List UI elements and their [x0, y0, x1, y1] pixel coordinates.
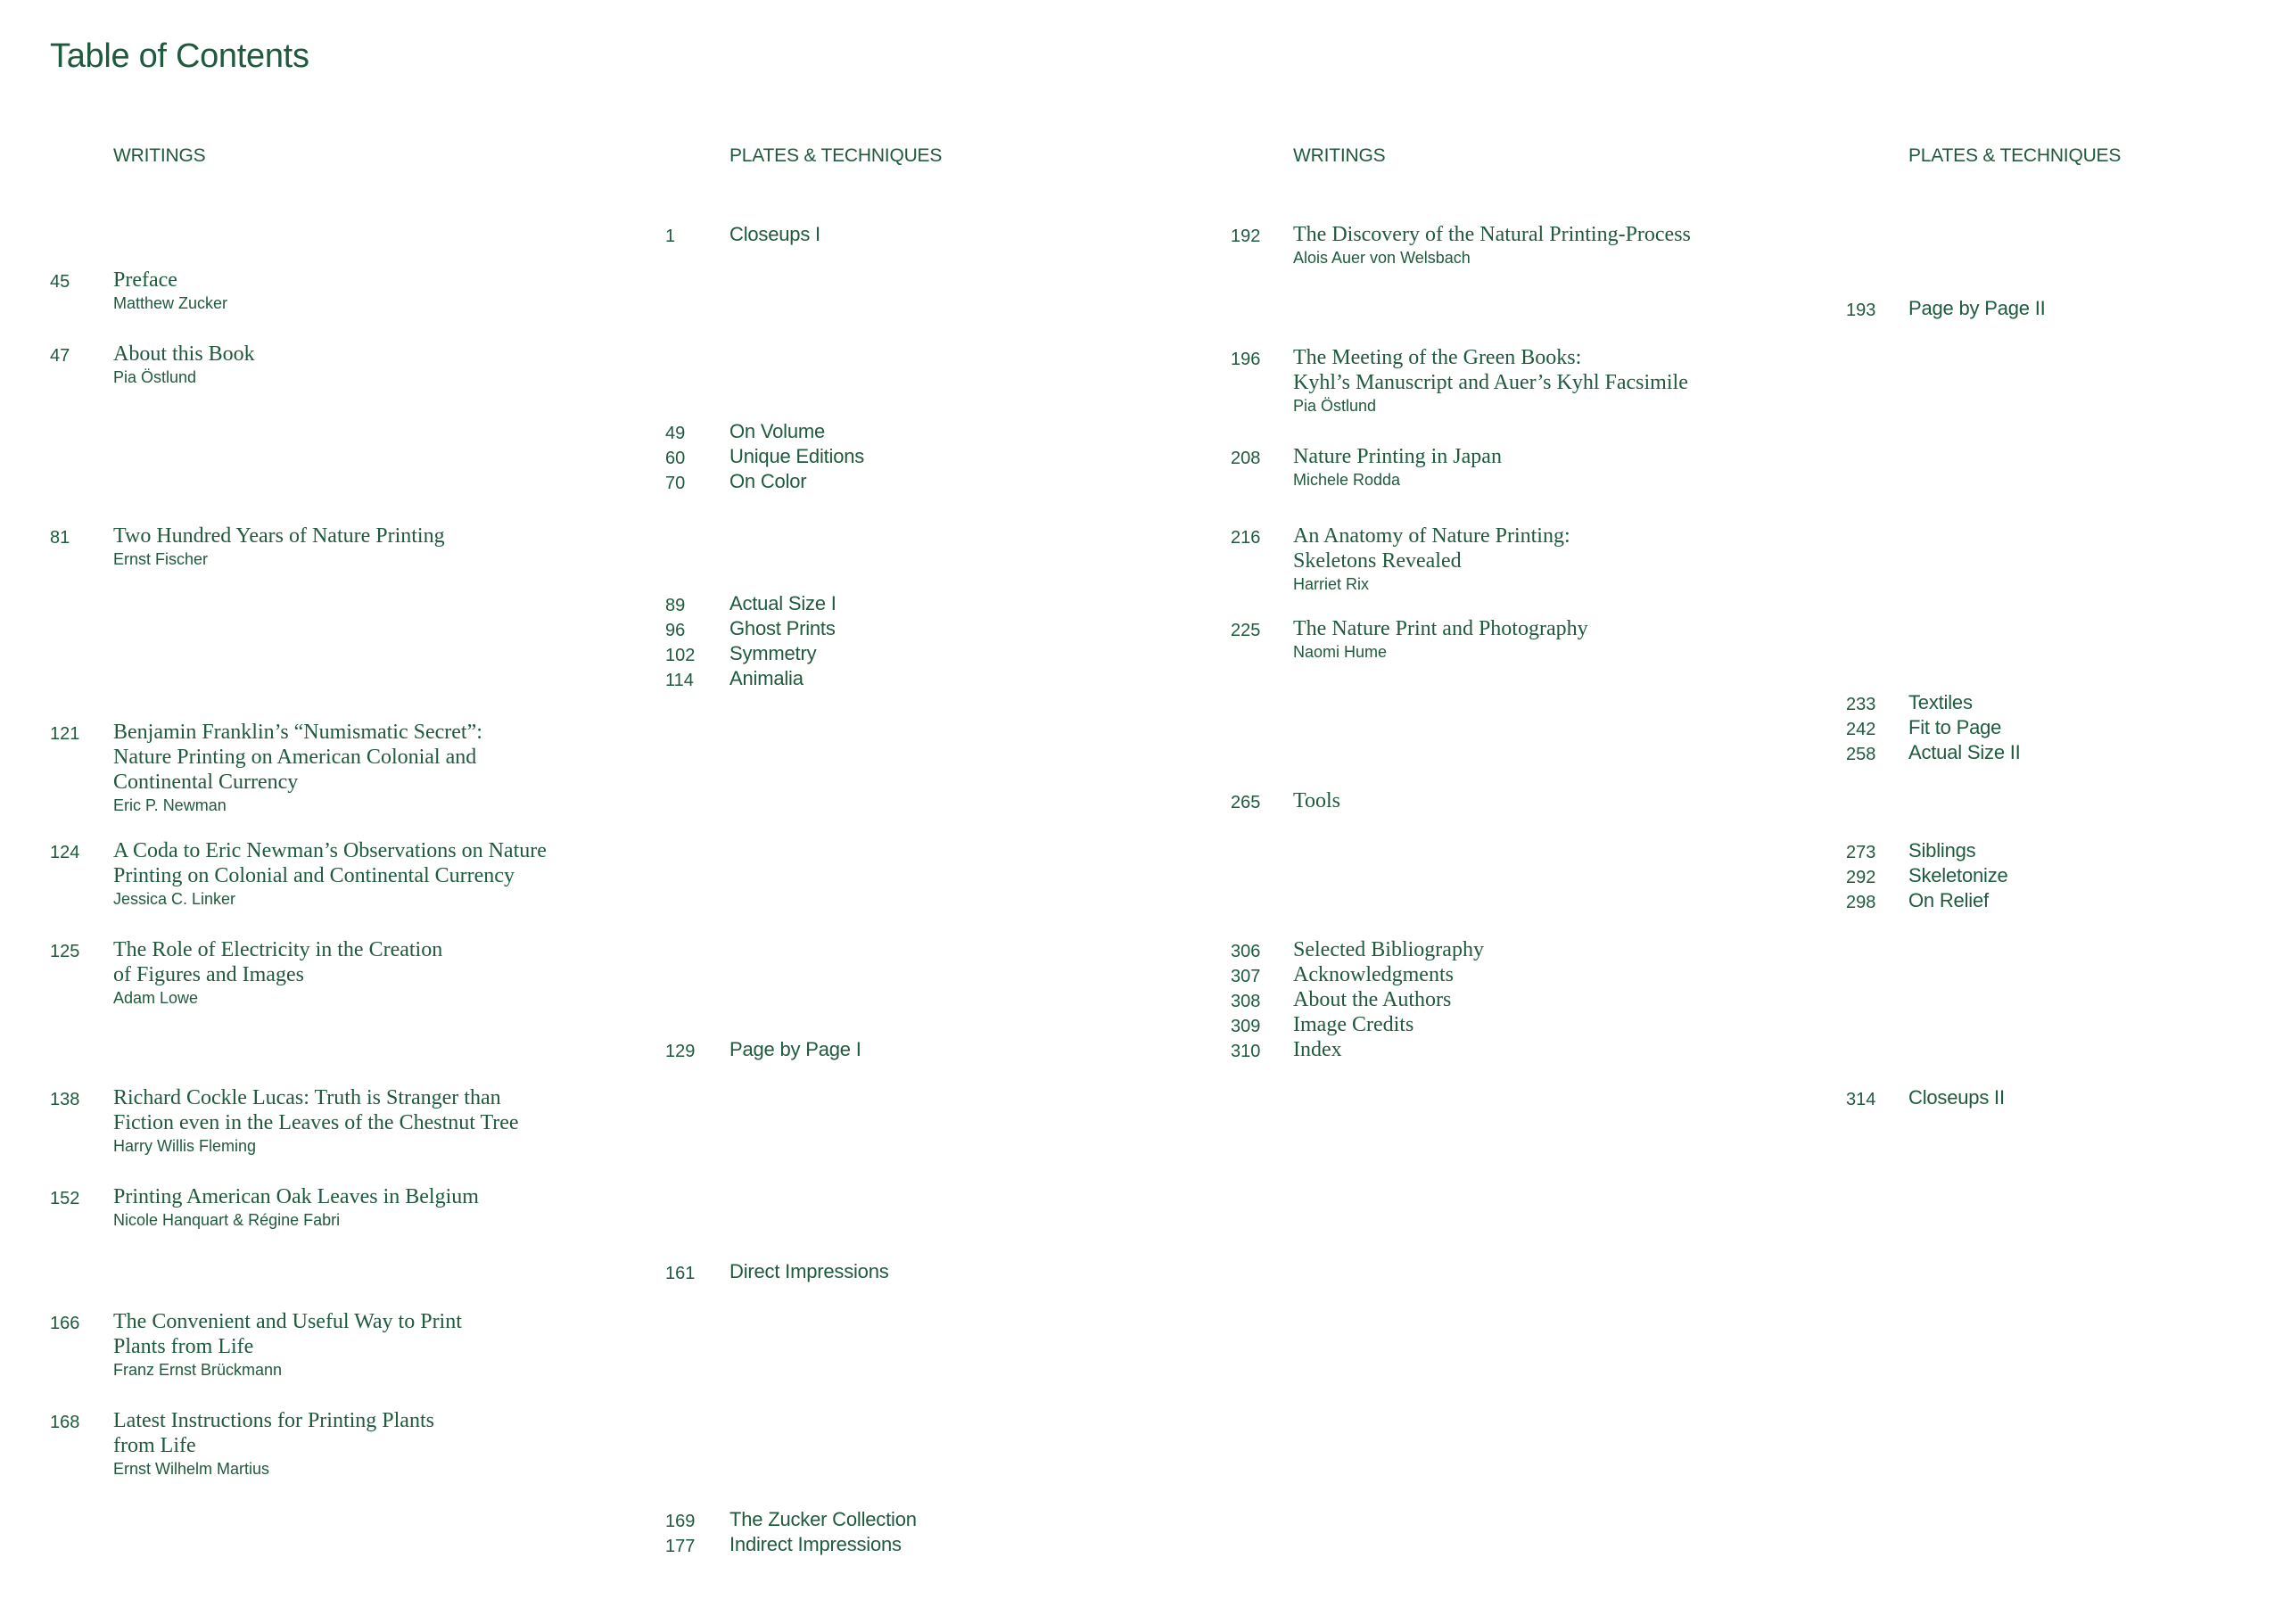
toc-entry[interactable] — [729, 616, 1265, 641]
toc-entry[interactable] — [1908, 690, 2283, 715]
page-number: 192 — [1231, 227, 1261, 246]
entry-title — [1293, 962, 1828, 987]
entry-title — [113, 1184, 648, 1209]
entry-title-line: Actual Size II — [1908, 741, 2021, 763]
column-header-plates: PLATES & TECHNIQUES — [1908, 145, 2122, 166]
entry-title — [1293, 523, 1828, 573]
entry-title-line: The Discovery of the Natural Printing-Process — [1293, 223, 1691, 246]
entry-title-line: Fit to Page — [1908, 716, 2002, 738]
page-number: 310 — [1231, 1042, 1261, 1061]
page-number: 102 — [665, 646, 696, 665]
page-number: 233 — [1846, 695, 1876, 714]
page-number: 177 — [665, 1537, 696, 1556]
entry-title — [113, 720, 648, 795]
page-number: 129 — [665, 1042, 696, 1061]
page-number: 49 — [665, 424, 686, 443]
entry-title-line: Printing American Oak Leaves in Belgium — [113, 1185, 479, 1208]
entry-title-line: Latest Instructions for Printing Plants — [113, 1409, 434, 1432]
entry-title — [729, 1507, 1265, 1532]
entry-title-line: Image Credits — [1293, 1013, 1414, 1036]
entry-title-line: Printing on Colonial and Continental Currency — [113, 864, 515, 887]
page-number: 47 — [50, 346, 70, 366]
page-number: 306 — [1231, 942, 1261, 961]
entry-title-line: Benjamin Franklin’s “Numismatic Secret”: — [113, 721, 482, 744]
page-number: 81 — [50, 528, 70, 548]
toc-entry[interactable] — [1908, 1085, 2283, 1110]
page-number: 307 — [1231, 967, 1261, 986]
entry-title-line: Page by Page I — [729, 1038, 861, 1060]
entry-title-line: Tools — [1293, 789, 1340, 812]
toc-entry[interactable] — [1293, 523, 1828, 594]
toc-entry[interactable] — [1908, 863, 2283, 888]
toc-entry[interactable] — [1293, 444, 1828, 490]
entry-author: Harry Willis Fleming — [113, 1137, 257, 1155]
toc-entry[interactable] — [113, 1408, 648, 1479]
toc-entry[interactable] — [729, 1259, 1265, 1284]
column-header-writings: WRITINGS — [113, 145, 206, 166]
entry-author: Ernst Wilhelm Martius — [113, 1460, 270, 1478]
entry-title — [729, 591, 1265, 616]
toc-entry[interactable] — [1908, 838, 2283, 863]
toc-entry[interactable] — [729, 666, 1265, 691]
toc-entry[interactable] — [113, 1309, 648, 1380]
entry-title — [729, 666, 1265, 691]
toc-entry[interactable] — [1908, 715, 2283, 740]
entry-title-line: Indirect Impressions — [729, 1533, 902, 1555]
entry-title-line: Actual Size I — [729, 592, 837, 614]
entry-title — [1908, 863, 2283, 888]
entry-title-line: On Relief — [1908, 889, 1989, 911]
entry-title — [113, 268, 648, 293]
entry-title-line: On Volume — [729, 420, 826, 442]
toc-entry[interactable] — [113, 720, 648, 815]
entry-title-line: Symmetry — [729, 642, 817, 664]
entry-title-line: Unique Editions — [729, 445, 865, 467]
toc-entry[interactable] — [113, 268, 648, 313]
page-number: 168 — [50, 1413, 80, 1432]
entry-title — [1293, 222, 1828, 247]
page-number: 169 — [665, 1512, 696, 1531]
entry-title-line: from Life — [113, 1434, 196, 1457]
entry-title-line: The Meeting of the Green Books: — [1293, 346, 1582, 369]
toc-entry[interactable] — [1908, 888, 2283, 913]
toc-entry[interactable] — [1293, 616, 1828, 662]
entry-title-line: Fiction even in the Leaves of the Chestnut Tree — [113, 1111, 519, 1134]
entry-title-line: Nature Printing in Japan — [1293, 445, 1502, 468]
entry-author: Nicole Hanquart & Régine Fabri — [113, 1211, 341, 1229]
entry-title-line: Ghost Prints — [729, 617, 836, 639]
page-number: 196 — [1231, 350, 1261, 369]
toc-entry[interactable] — [729, 419, 1265, 444]
entry-title-line: The Role of Electricity in the Creation — [113, 938, 443, 961]
entry-author: Pia Östlund — [1293, 397, 1377, 415]
entry-title — [113, 838, 648, 888]
page-number: 309 — [1231, 1017, 1261, 1036]
toc-entry[interactable] — [729, 222, 1265, 247]
entry-title — [1293, 987, 1828, 1012]
entry-title — [1293, 345, 1828, 395]
entry-title — [113, 523, 648, 548]
entry-title — [729, 444, 1265, 469]
page-number: 242 — [1846, 720, 1876, 739]
page-number: 298 — [1846, 893, 1876, 912]
entry-title-line: Index — [1293, 1038, 1342, 1061]
page-number: 225 — [1231, 621, 1261, 640]
page-number: 152 — [50, 1189, 80, 1208]
page-title: Table of Contents — [50, 37, 309, 75]
toc-entry[interactable] — [1293, 1012, 1828, 1037]
entry-title-line: Two Hundred Years of Nature Printing — [113, 524, 445, 548]
entry-title-line: Direct Impressions — [729, 1260, 889, 1282]
entry-title — [1908, 888, 2283, 913]
page-number: 138 — [50, 1090, 80, 1109]
entry-title — [113, 342, 648, 367]
entry-title-line: Skeletonize — [1908, 864, 2008, 886]
entry-title-line: of Figures and Images — [113, 963, 304, 986]
toc-entry[interactable] — [113, 342, 648, 387]
entry-title-line: The Zucker Collection — [729, 1508, 917, 1530]
entry-title — [1908, 715, 2283, 740]
page-number: 114 — [665, 671, 694, 690]
entry-title — [729, 1037, 1265, 1062]
entry-title — [1293, 788, 1828, 813]
entry-title — [113, 1085, 648, 1135]
page-number: 292 — [1846, 868, 1876, 887]
toc-entry[interactable] — [1908, 740, 2283, 765]
page-number: 258 — [1846, 745, 1876, 764]
entry-title-line: Selected Bibliography — [1293, 938, 1484, 961]
page-number: 70 — [665, 474, 686, 493]
entry-title-line: Kyhl’s Manuscript and Auer’s Kyhl Facsimile — [1293, 371, 1688, 394]
entry-title-line: Closeups II — [1908, 1086, 2005, 1109]
entry-title-line: About the Authors — [1293, 988, 1452, 1011]
page-number: 45 — [50, 272, 70, 292]
entry-title — [729, 616, 1265, 641]
entry-title — [729, 1259, 1265, 1284]
entry-title-line: Skeletons Revealed — [1293, 549, 1462, 573]
entry-title — [1293, 616, 1828, 641]
entry-author: Ernst Fischer — [113, 550, 209, 568]
page-number: 265 — [1231, 793, 1261, 812]
entry-author: Harriet Rix — [1293, 575, 1370, 593]
entry-title-line: Animalia — [729, 667, 804, 689]
entry-title-line: The Convenient and Useful Way to Print — [113, 1310, 462, 1333]
entry-title-line: Nature Printing on American Colonial and — [113, 746, 477, 769]
entry-title-line: Page by Page II — [1908, 297, 2046, 319]
page-number: 125 — [50, 942, 80, 961]
page-number: 124 — [50, 843, 80, 862]
entry-author: Alois Auer von Welsbach — [1293, 249, 1471, 267]
toc-entry[interactable] — [113, 1184, 648, 1230]
entry-title-line: Continental Currency — [113, 771, 299, 794]
entry-title — [1908, 838, 2283, 863]
toc-entry[interactable] — [113, 523, 648, 569]
toc-entry[interactable] — [729, 444, 1265, 469]
entry-title-line: Plants from Life — [113, 1335, 254, 1358]
entry-title — [1293, 1037, 1828, 1062]
entry-title-line: Closeups I — [729, 223, 820, 245]
entry-title-line: Textiles — [1908, 691, 1973, 713]
toc-entry[interactable] — [729, 1037, 1265, 1062]
entry-title-line: Preface — [113, 268, 177, 292]
entry-title — [729, 641, 1265, 666]
toc-entry[interactable] — [729, 1507, 1265, 1532]
toc-entry[interactable] — [1293, 222, 1828, 268]
toc-entry[interactable] — [729, 641, 1265, 666]
entry-author: Matthew Zucker — [113, 294, 228, 312]
page-number: 60 — [665, 449, 686, 468]
entry-title — [729, 1532, 1265, 1557]
toc-entry[interactable] — [113, 937, 648, 1008]
entry-title-line: A Coda to Eric Newman’s Observations on Nature — [113, 839, 547, 862]
page-number: 193 — [1846, 301, 1876, 320]
entry-title — [1908, 740, 2283, 765]
page-number: 208 — [1231, 449, 1261, 468]
entry-title — [1908, 1085, 2283, 1110]
page-number: 96 — [665, 621, 686, 640]
toc-entry[interactable] — [113, 838, 648, 909]
page-number: 273 — [1846, 843, 1876, 862]
toc-entry[interactable] — [1293, 987, 1828, 1012]
entry-title — [1908, 690, 2283, 715]
toc-entry[interactable] — [1293, 345, 1828, 416]
entry-author: Pia Östlund — [113, 368, 197, 386]
entry-title-line: Acknowledgments — [1293, 963, 1454, 986]
page-number: 216 — [1231, 528, 1261, 548]
toc-entry[interactable] — [1293, 962, 1828, 987]
entry-author: Naomi Hume — [1293, 643, 1388, 661]
entry-title-line: On Color — [729, 470, 807, 492]
page-number: 314 — [1846, 1090, 1876, 1109]
toc-entry[interactable] — [1908, 296, 2283, 321]
toc-entry[interactable] — [113, 1085, 648, 1156]
entry-title — [1293, 1012, 1828, 1037]
entry-author: Franz Ernst Brückmann — [113, 1361, 283, 1379]
page-number: 308 — [1231, 992, 1261, 1011]
entry-title — [729, 419, 1265, 444]
page-number: 121 — [50, 724, 80, 744]
entry-author: Jessica C. Linker — [113, 890, 236, 908]
entry-title-line: Richard Cockle Lucas: Truth is Stranger than — [113, 1086, 501, 1109]
entry-title-line: Siblings — [1908, 839, 1976, 861]
page-number: 1 — [665, 227, 676, 246]
entry-author: Eric P. Newman — [113, 796, 227, 814]
toc-entry[interactable] — [1293, 937, 1828, 962]
entry-title-line: The Nature Print and Photography — [1293, 617, 1588, 640]
entry-title — [1293, 937, 1828, 962]
page-number: 161 — [665, 1264, 696, 1283]
toc-entry[interactable] — [1293, 1037, 1828, 1062]
entry-title — [729, 222, 1265, 247]
entry-title — [113, 1408, 648, 1458]
entry-title — [113, 937, 648, 987]
entry-author: Michele Rodda — [1293, 471, 1401, 489]
page-number: 166 — [50, 1314, 80, 1333]
entry-title — [729, 469, 1265, 494]
entry-title — [1293, 444, 1828, 469]
entry-title-line: About this Book — [113, 342, 255, 366]
entry-author: Adam Lowe — [113, 989, 199, 1007]
column-header-writings: WRITINGS — [1293, 145, 1386, 166]
toc-entry[interactable] — [729, 591, 1265, 616]
entry-title-line: An Anatomy of Nature Printing: — [1293, 524, 1570, 548]
column-header-plates: PLATES & TECHNIQUES — [729, 145, 943, 166]
toc-entry[interactable] — [729, 1532, 1265, 1557]
page-number: 89 — [665, 596, 686, 615]
entry-title — [113, 1309, 648, 1359]
entry-title — [1908, 296, 2283, 321]
toc-entry[interactable] — [729, 469, 1265, 494]
toc-entry[interactable] — [1293, 788, 1828, 813]
